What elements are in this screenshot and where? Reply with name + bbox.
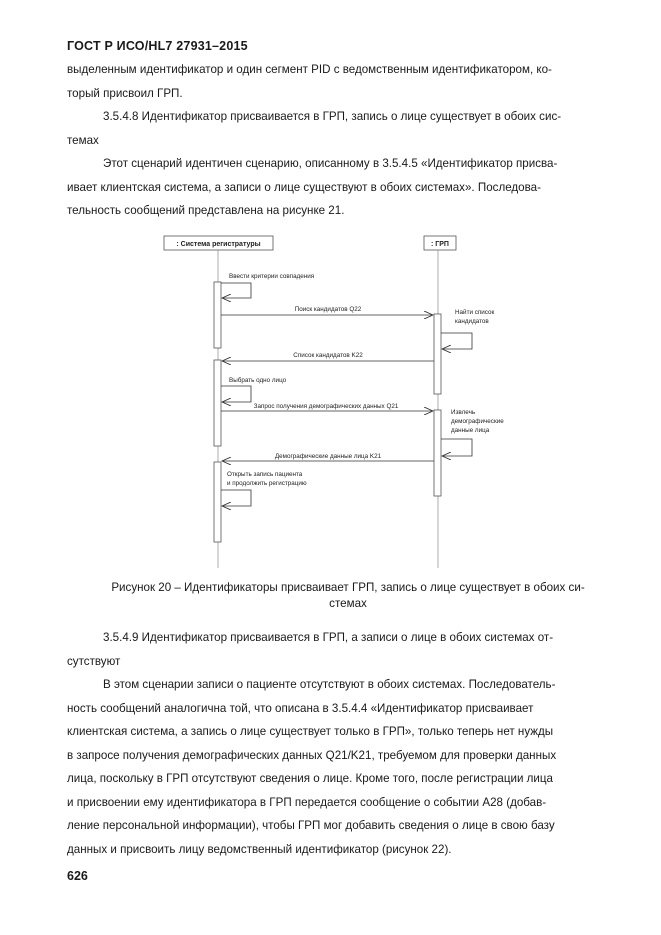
msg-k21-label: Демографические данные лица K21 <box>274 453 382 460</box>
figure-caption-line-1: Рисунок 20 – Идентификаторы присваивает ГРП, запись о лице существует в обоих си- <box>111 581 585 594</box>
msg-enter-criteria-label: Ввести критерии совпадения <box>229 273 315 280</box>
section-3548-title-line-1: 3.5.4.8 Идентификатор присваивается в ГРП, запись о лице существует в обоих сис- <box>103 110 562 123</box>
activation-right-1 <box>434 314 441 394</box>
msg-q22-label: Поиск кандидатов Q22 <box>294 306 362 313</box>
msg-extract-arrow <box>441 439 472 456</box>
body-line-3: клиентская система, а запись о лице существует только в ГРП», только теперь нет нужды <box>67 725 554 738</box>
page-number: 626 <box>67 869 88 883</box>
continuation-line-1: выделенным идентификатор и один сегмент PID с ведомственным идентификатором, ко- <box>67 63 552 76</box>
figure-caption-line-2: стемах <box>329 597 367 610</box>
msg-find-list-arrow <box>441 333 472 349</box>
body-line-4: в запросе получения демографических данных Q21/K21, требуемом для проверки данных <box>67 748 557 762</box>
paragraph-line-2: ивает клиентская система, а записи о лице существуют в обоих системах». Последова- <box>67 180 541 194</box>
bottom-text-block <box>67 626 629 861</box>
lifeline-left-label: : Система регистратуры <box>176 241 261 248</box>
msg-choose-one-arrow <box>221 386 251 402</box>
lifeline-right-label: : ГРП <box>431 241 449 248</box>
activation-left-3 <box>214 462 221 542</box>
msg-open-record-label-line-2: и продолжить регистрацию <box>227 480 307 487</box>
msg-choose-one-label: Выбрать одно лицо <box>229 377 287 384</box>
paragraph-line-1: Этот сценарий идентичен сценарию, описанному в 3.5.4.5 «Идентификатор присва- <box>103 157 558 170</box>
activation-left-1 <box>214 282 221 348</box>
body-line-2: ность сообщений аналогична той, что описана в 3.5.4.4 «Идентификатор присваивает <box>67 701 534 715</box>
body-line-7: ление персональной информации), чтобы ГРП мог добавить сведения о лице в свою базу <box>67 819 555 832</box>
msg-open-record-label-line-1: Открыть запись пациента <box>227 471 303 478</box>
continuation-line-2: торый присвоил ГРП. <box>67 86 183 100</box>
msg-extract-label-line-1: Извлечь <box>451 409 476 416</box>
msg-extract-label-line-3: данные лица <box>451 427 490 434</box>
document-header: ГОСТ Р ИСО/HL7 27931–2015 <box>67 39 248 53</box>
body-line-6: и присвоении ему идентификатора в ГРП передается сообщение о событии A28 (добав- <box>67 795 547 809</box>
msg-k22-label: Список кандидатов K22 <box>293 352 363 359</box>
msg-find-list-label-line-2: кандидатов <box>455 318 489 325</box>
figure-caption <box>67 580 629 612</box>
msg-extract-label-line-2: демографические <box>451 418 504 425</box>
section-3549-title-line-2: сутствуют <box>67 654 121 668</box>
body-line-1: В этом сценарии записи о пациенте отсутствуют в обоих системах. Последователь- <box>103 678 556 691</box>
activation-right-2 <box>434 410 441 496</box>
msg-find-list-label-line-1: Найти список <box>455 309 495 316</box>
body-line-8: данных и присвоить лицу ведомственный идентификатор (рисунок 22). <box>67 842 452 856</box>
body-line-5: лица, поскольку в ГРП отсутствуют сведения о лице. Кроме того, после регистрации лица <box>67 772 553 785</box>
section-3548-title-line-2: темах <box>67 133 99 147</box>
msg-enter-criteria-arrow <box>221 283 251 298</box>
activation-left-2 <box>214 360 221 446</box>
section-3549-title-line-1: 3.5.4.9 Идентификатор присваивается в ГРП, а записи о лице в обоих системах от- <box>103 631 554 644</box>
msg-q21-label: Запрос получения демографических данных Q21 <box>253 403 399 410</box>
msg-open-record-arrow <box>221 490 251 506</box>
paragraph-line-3: тельность сообщений представлена на рисунке 21. <box>67 204 345 217</box>
